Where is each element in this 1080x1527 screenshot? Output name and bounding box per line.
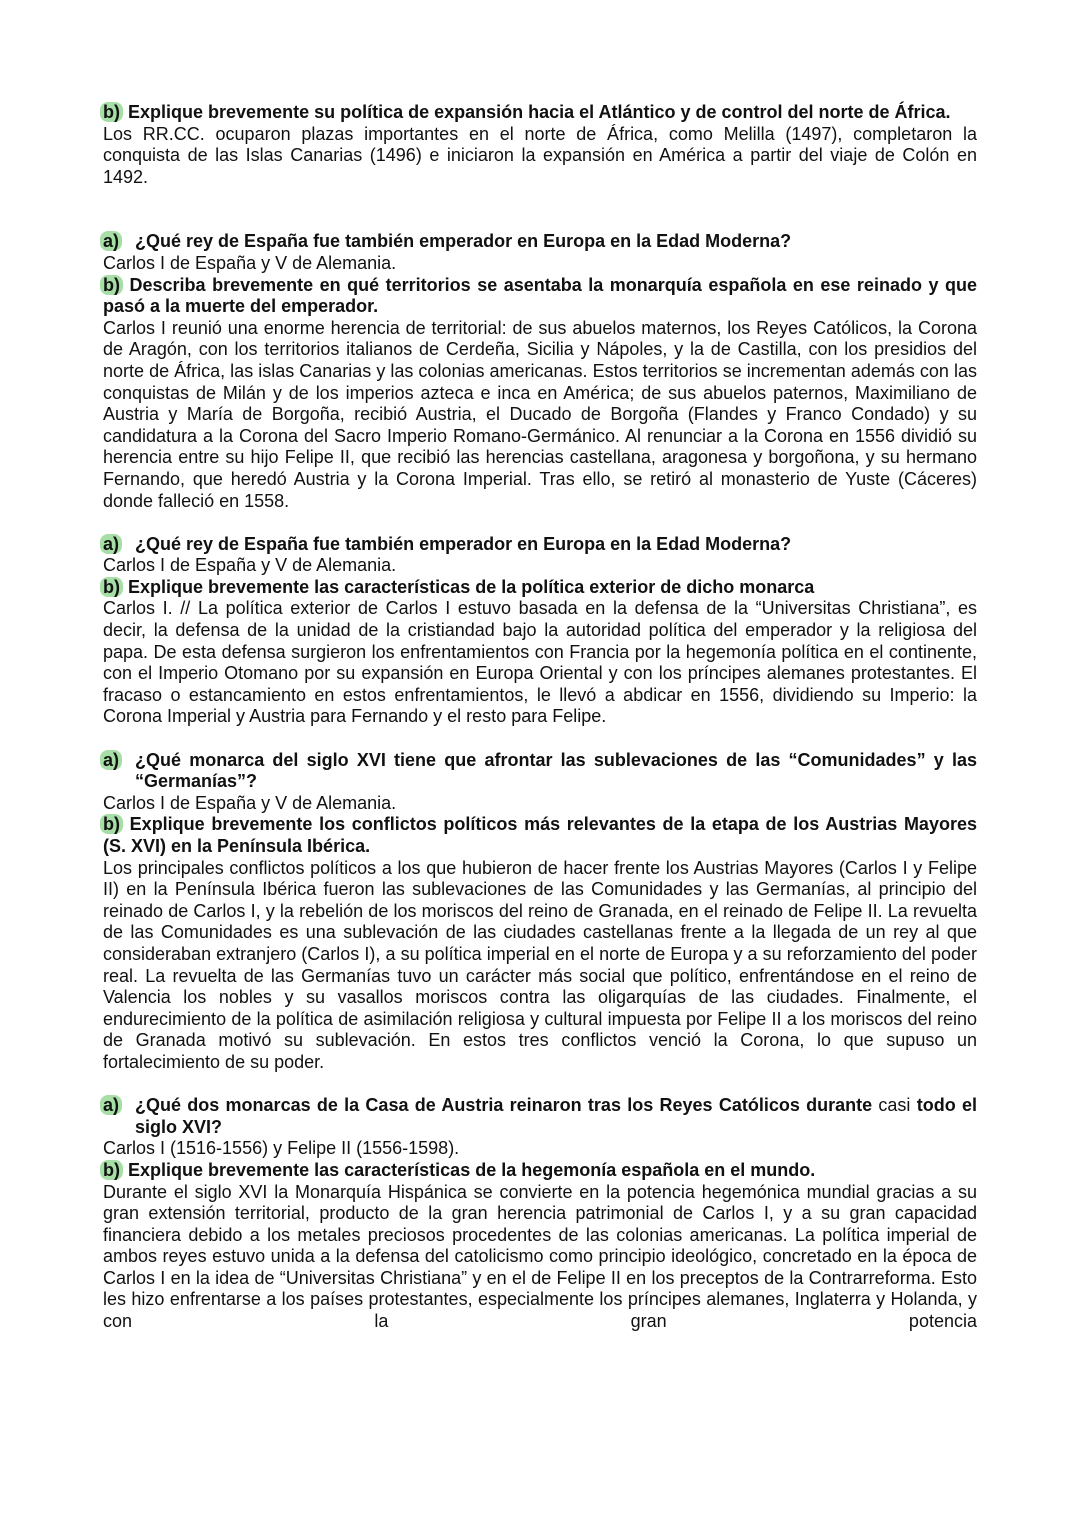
answer-a: Carlos I de España y V de Alemania. [103,252,397,273]
question-text-normal: casi [878,1095,911,1116]
question-a [103,534,977,556]
question-b [103,275,977,318]
label-a: a) [100,231,122,251]
answer-b: Los RR.CC. ocuparon plazas importantes en el norte de África, como Melilla (1497), completaron la conquista de las Islas Canarias (1496) e iniciaron la expansión en América a partir del viaje de Colón en 1492. [103,123,977,187]
answer-a: Carlos I (1516-1556) y Felipe II (1556-1598). [103,1138,460,1159]
section-4 [103,750,977,1074]
question-b [103,102,977,124]
answer-a: Carlos I de España y V de Alemania. [103,555,397,576]
answer-b: Los principales conflictos políticos a los que hubieron de hacer frente los Austrias Mayores (Carlos I y Felipe II) en la Península Ibérica fueron las sublevaciones de las Comunidades y las Germanías, al principio del reinado de Carlos I, y la rebelión de los moriscos del reino de Granada, en el reinado de Felipe II. La revuelta de las Comunidades es una sublevación de las ciudades castellanas frente a la llegada de un rey al que consideraban extranjero (Carlos I), a su política imperial en el norte de Europa y a su reforzamiento del poder real. La revuelta de las Germanías tuvo un carácter más social que político, enfrentándose en el reino de Valencia los nobles y su vasallos moriscos contra las oligarquías de las ciudades. Finalmente, el endurecimiento de la política de asimilación religiosa y cultural impuesta por Felipe II a los moriscos del reino de Granada motivó su sublevación. En estos tres conflictos venció la Corona, lo que supuso un fortalecimiento de su poder. [103,857,977,1072]
label-a: a) [100,1095,122,1115]
question-b [103,577,977,599]
label-a: a) [100,534,122,554]
question-text: Explique brevemente las características de la hegemonía española en el mundo. [128,1159,816,1180]
label-b: b) [100,577,123,597]
section-2 [103,231,977,512]
label-b: b) [100,1160,123,1180]
question-text-end: todo el siglo XVI? [135,1095,977,1137]
question-a [103,750,977,793]
question-text: ¿Qué monarca del siglo XVI tiene que afrontar las sublevaciones de las “Comunidades” y las “Germanías”? [135,749,977,792]
question-a [103,231,977,253]
question-text: Describa brevemente en qué territorios se asentaba la monarquía española en ese reinado y que pasó a la muerte del emperador. [103,274,977,317]
question-text: ¿Qué rey de España fue también emperador en Europa en la Edad Moderna? [135,231,792,252]
question-text: Explique brevemente los conflictos políticos más relevantes de la etapa de los Austrias Mayores (S. XVI) en la Península Ibérica. [103,814,977,856]
question-a [103,1095,977,1138]
answer-a: Carlos I de España y V de Alemania. [103,792,397,813]
question-b [103,814,977,857]
question-text: Explique brevemente su política de expansión hacia el Atlántico y de control del norte de África. [128,102,951,122]
answer-b: Carlos I. // La política exterior de Carlos I estuvo basada en la defensa de la “Universitas Christiana”, es decir, la defensa de la unidad de la cristiandad bajo la autoridad política del emperador y la religiosa del papa. De esta defensa surgieron los enfrentamientos con Francia por la hegemonía política en el continente, con el Imperio Otomano por su expansión en Europa Oriental y con los príncipes alemanes protestantes. El fracaso o estancamiento en estos enfrentamientos, le llevó a abdicar en 1556, dividiendo su Imperio: la Corona Imperial y Austria para Fernando y el resto para Felipe. [103,598,977,727]
section-1 [103,102,977,188]
document-page [103,102,977,1354]
label-b: b) [100,275,123,295]
answer-b: Carlos I reunió una enorme herencia de territorial: de sus abuelos maternos, los Reyes Católicos, la Corona de Aragón, con los territorios italianos de Cerdeña, Sicilia y Nápoles, y la de Castilla, con los presidios del norte de África, las islas Canarias y las colonias americanas. Estos territorios se incrementan además con las conquistas de Milán y de los imperios azteca e inca en América; de sus abuelos paternos, Maximiliano de Austria y María de Borgoña, recibió Austria, el Ducado de Borgoña (Flandes y Franco Condado) y su candidatura a la Corona del Sacro Imperio Romano-Germánico. Al renunciar a la Corona en 1556 dividió su herencia entre su hijo Felipe II, que recibió las herencias castellana, aragonesa y borgoñona, y su hermano Fernando, que heredó Austria y la Corona Imperial. Tras ello, se retiró al monasterio de Yuste (Cáceres) donde falleció en 1558. [103,317,977,511]
question-text: ¿Qué rey de España fue también emperador en Europa en la Edad Moderna? [135,533,792,554]
section-5 [103,1095,977,1333]
label-a: a) [100,750,122,770]
question-b [103,1160,977,1182]
label-b: b) [100,814,123,834]
section-3 [103,534,977,728]
question-text: ¿Qué dos monarcas de la Casa de Austria reinaron tras los Reyes Católicos durante [135,1095,873,1116]
question-text: Explique brevemente las características de la política exterior de dicho monarca [128,576,815,597]
answer-b: Durante el siglo XVI la Monarquía Hispánica se convierte en la potencia hegemónica mundial gracias a su gran extensión territorial, producto de la gran herencia patrimonial de Carlos I, y a su gran capacidad financiera debido a los metales preciosos procedentes de las colonias americanas. La política imperial de ambos reyes estuvo unida a la defensa del catolicismo como principio ideológico, concretado en la época de Carlos I en la idea de “Universitas Christiana” y en el de Felipe II en los preceptos de la Contrarreforma. Esto les hizo enfrentarse a los países protestantes, especialmente los príncipes alemanes, Inglaterra y Holanda, y con la gran potencia [103,1181,977,1332]
label-b: b) [100,102,123,122]
